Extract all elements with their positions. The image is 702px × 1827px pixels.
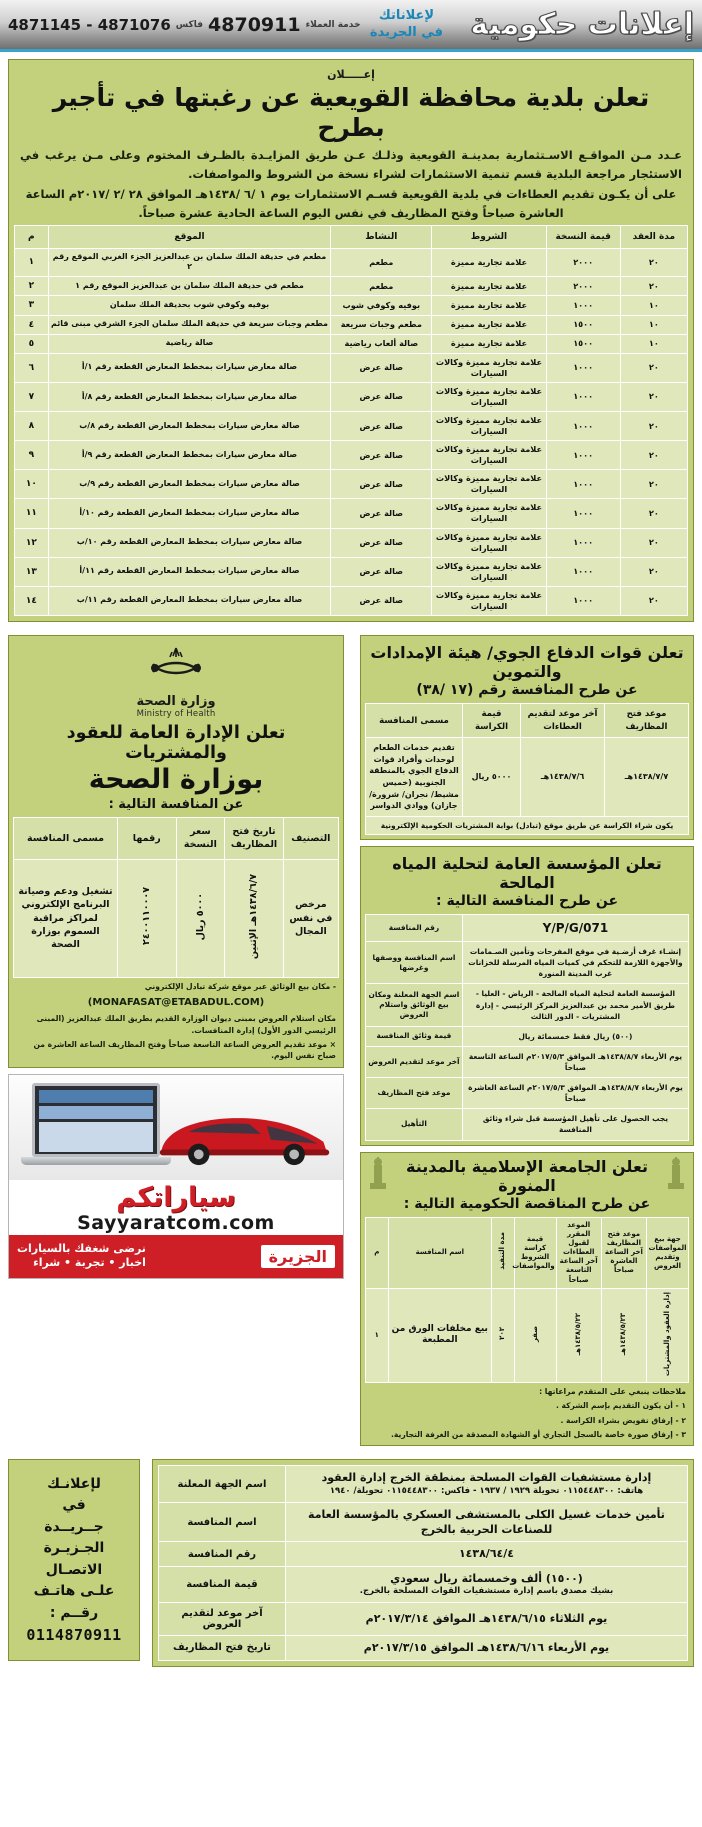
- moh-logo-arabic: وزارة الصحة: [136, 693, 216, 709]
- td-value: (٥٠٠) ريال فقط خمسمائة ريال: [462, 1026, 688, 1046]
- td-contract-duration: ٢٠: [620, 557, 687, 586]
- td-index: ١٣: [15, 557, 49, 586]
- municipality-sites-table: [14, 225, 688, 616]
- td-copy-price: ٢٠٠٠: [546, 248, 620, 277]
- th-envelope-open-date: موعد فتح المظاريف: [605, 704, 689, 738]
- th-booklet-price: قيمة الكراسة: [462, 704, 520, 738]
- td-activity: بوفيه وكوفي شوب: [331, 296, 432, 315]
- td-location: صالة معارض سيارات بمخطط المعارض القطعة رقم ٩/ب: [48, 470, 331, 499]
- th-booklet-value: قيمة كراسة الشروط والمواصفات: [514, 1217, 556, 1288]
- td-copy-price: ٢٠٠٠: [546, 277, 620, 296]
- contact-box-wrap: [0, 1452, 148, 1673]
- td-tender-name: تقديم خدمات الطعام لوحدات وأفراد قوات الدفاع الجوي بالمنطقة الجنوبية (خميس مشيط/ نجران/ شرورة/ جازان) ووادي الدواسر: [366, 738, 463, 817]
- td-activity: صالة عرض: [331, 586, 432, 615]
- th-key: موعد فتح المظاريف: [366, 1078, 463, 1109]
- banner-tagline-block: [17, 1242, 146, 1271]
- td-activity: مطعم: [331, 277, 432, 296]
- ad-municipality-quwaiiyah: [8, 59, 694, 622]
- table-row: [159, 1566, 688, 1602]
- td-location: مطعم في حديقة الملك سلمان بن عبدالعزيز الجزء الغربي الموقع رقم ٢: [48, 248, 331, 277]
- td-index: ٢: [15, 277, 49, 296]
- banner-tagline: نرضى شغفك بالسيارات: [17, 1242, 146, 1256]
- th-key: اسم المنافسة: [159, 1502, 286, 1542]
- table-row: [366, 738, 689, 817]
- table-row: [366, 1109, 689, 1140]
- td-index: ٣: [15, 296, 49, 315]
- table-row: [15, 586, 688, 615]
- table-row: [15, 499, 688, 528]
- masthead-fax-numbers: 4871145 - 4871076: [8, 15, 171, 34]
- table-row: [159, 1502, 688, 1542]
- th-envelope-open: موعد فتح المظاريف آخر الساعة العاشرة صباحاً: [601, 1217, 646, 1288]
- banner-brand-english: Sayyaratcom.com: [77, 1211, 275, 1234]
- td-location: صالة معارض سيارات بمخطط المعارض القطعة رقم ١٠/ب: [48, 528, 331, 557]
- table-row: [15, 277, 688, 296]
- banner-brand: [9, 1180, 343, 1235]
- th-activity: النشاط: [331, 225, 432, 248]
- td-index: ١٠: [15, 470, 49, 499]
- masthead-contact: [8, 14, 360, 36]
- td-contract-duration: ٢٠: [620, 528, 687, 557]
- td-copy-price: ١٥٠٠: [546, 334, 620, 353]
- th-key: آخر موعد لتقديم العروض: [366, 1046, 463, 1077]
- td-conditions: علامة تجارية مميزة وكالات السيارات: [432, 441, 546, 470]
- td-activity: صالة عرض: [331, 528, 432, 557]
- th-key: قيمة وثائق المنافسة: [366, 1026, 463, 1046]
- armed-forces-table: [158, 1465, 688, 1660]
- moh-line-1: تعلن الإدارة العامة للعقود والمشتريات: [66, 722, 286, 763]
- th-index: م: [366, 1217, 389, 1288]
- td-value: إدارة مستشفيات القوات المسلحة بمنطقة الخرج إدارة العقود هاتف: ٠١١٥٤٤٨٣٠٠ تحويلة ١٩٢٩ / ١٩٣٧ - فاكس: ٠١١٥٤٤٨٣٠٠ تحويلة/ ١٩٤٠: [285, 1466, 687, 1502]
- td-copy-price: ١٠٠٠: [546, 353, 620, 382]
- td-contract-duration: ٢٠: [620, 277, 687, 296]
- table-row: [14, 859, 339, 977]
- td-index: ٩: [15, 441, 49, 470]
- th-key: التأهيل: [366, 1109, 463, 1140]
- td-conditions: علامة تجارية مميزة: [432, 334, 546, 353]
- table-header-row: [366, 704, 689, 738]
- td-location: مطعم في حديقة الملك سلمان بن عبدالعزيز الموقع رقم ١: [48, 277, 331, 296]
- td-index: ٥: [15, 334, 49, 353]
- td-envelope-open-date: ١٤٣٨/٧/٧هـ: [605, 738, 689, 817]
- page-masthead: [0, 0, 702, 52]
- table-row: [159, 1542, 688, 1566]
- th-conditions: الشروط: [432, 225, 546, 248]
- banner-links: اخبار • تجربة • شراء: [33, 1256, 146, 1270]
- td-value: يجب الحصول على تأهيل المؤسسة قبل شراء وثائق المنافسة: [462, 1109, 688, 1140]
- td-location: بوفيه وكوفي شوب بحديقة الملك سلمان: [48, 296, 331, 315]
- table-row: [15, 248, 688, 277]
- table-row: [15, 412, 688, 441]
- moh-logo-english: Ministry of Health: [136, 708, 216, 719]
- minaret-icon-2: [365, 1157, 391, 1195]
- td-activity: صالة عرض: [331, 441, 432, 470]
- td-value-sub: بشيك مصدق باسم إدارة مستشفيات القوات المسلحة بالخرج.: [359, 1586, 614, 1597]
- td-copy-price: ١٠٠٠: [546, 382, 620, 411]
- table-row: [15, 441, 688, 470]
- municipality-paragraph-1: عـدد مـن المواقـع الاسـتثمارية بمدينـة القويعية وذلـك عـن طريق المزايـدة بالظـرف المختوم وعلى مـن يرغب في الاستئجار مراجعة البلدية قسم تنمية الاستثمارات لشراء نسخة من الشروط والمواصفات.: [20, 148, 682, 181]
- th-location: الموقع: [48, 225, 331, 248]
- td-conditions: علامة تجارية مميزة وكالات السيارات: [432, 382, 546, 411]
- contact-line-5: علـى هاتـف: [33, 1583, 115, 1600]
- islamic-university-notes: [365, 1386, 689, 1441]
- td-contract-duration: ٢٠: [620, 248, 687, 277]
- th-tender-name: مسمى المنافسة: [14, 817, 118, 859]
- air-defense-subtitle: عن طرح المنافسة رقم (١٧ /٣٨): [416, 682, 638, 699]
- th-duration: مدة التنفيذ: [491, 1217, 514, 1288]
- td-value: ١٤٣٨/٦٤/٤: [285, 1542, 687, 1566]
- masthead-service-number: 4870911: [208, 13, 301, 36]
- td-index: ١٢: [15, 528, 49, 557]
- td-index: ٦: [15, 353, 49, 382]
- two-column-region: [0, 629, 702, 1452]
- left-column: [352, 629, 702, 1452]
- th-tender-name: مسمى المنافسة: [366, 704, 463, 738]
- moh-line-3: عن المنافسة التالية :: [108, 796, 244, 812]
- masthead-promo-line2: في الجريدة: [369, 24, 443, 40]
- td-activity: صالة عرض: [331, 470, 432, 499]
- saline-water-subtitle: عن طرح المنافسة التالية :: [435, 893, 619, 910]
- islamic-university-note-0: ملاحظات ينبغي على المتقدم مراعاتها :: [539, 1386, 686, 1396]
- th-key: اسم الجهة المعلنة: [159, 1466, 286, 1502]
- td-location: صالة معارض سيارات بمخطط المعارض القطعة رقم ١/أ: [48, 353, 331, 382]
- td-activity: صالة ألعاب رياضية: [331, 334, 432, 353]
- td-index: ١: [15, 248, 49, 277]
- td-contract-duration: ٢٠: [620, 382, 687, 411]
- td-value: يوم الأربعاء ١٤٣٨/٨/٧هـ الموافق ٢٠١٧/٥/٣م الساعة العاشرة صباحاً: [462, 1078, 688, 1109]
- minaret-icon: [663, 1157, 689, 1195]
- td-copy-price: ٥٠٠٠ ريال: [176, 859, 225, 977]
- td-value: (١٥٠٠) ألف وخمسمائة ريال سعودي بشيك مصدق باسم إدارة مستشفيات القوات المسلحة بالخرج.: [285, 1566, 687, 1602]
- th-index: م: [15, 225, 49, 248]
- td-envelope-open: ١٤٣٨/٥/٢٣هـ: [601, 1288, 646, 1382]
- th-contract-duration: مدة العقد: [620, 225, 687, 248]
- contact-line-3: الجـزيـرة: [43, 1540, 105, 1557]
- islamic-university-title: تعلن الجامعة الإسلامية بالمدينة المنورة: [405, 1156, 648, 1195]
- banner-footer: [9, 1235, 343, 1278]
- table-row: [159, 1466, 688, 1502]
- td-contract-duration: ٢٠: [620, 353, 687, 382]
- td-copy-price: ١٠٠٠: [546, 586, 620, 615]
- air-defense-table: [365, 703, 689, 816]
- th-copy-price: قيمة النسخة: [546, 225, 620, 248]
- td-specs-sale-entity: إدارة العقود والمشتريات: [647, 1288, 689, 1382]
- masthead-fax-label: فاكس: [175, 19, 204, 30]
- ad-islamic-university: [360, 1152, 694, 1447]
- th-copy-price: سعر النسخة: [176, 817, 225, 859]
- table-row: [15, 296, 688, 315]
- contact-box: [8, 1459, 140, 1661]
- td-activity: صالة عرض: [331, 499, 432, 528]
- td-envelope-open-date: ١٤٣٨/٦/٧هـ الإثنين: [225, 859, 284, 977]
- td-index: ٤: [15, 315, 49, 334]
- table-header-row: [14, 817, 339, 859]
- td-location: صالة رياضية: [48, 334, 331, 353]
- td-bid-accept: ١٤٣٨/٥/٢٢هـ: [556, 1288, 601, 1382]
- td-value-sub: هاتف: ٠١١٥٤٤٨٣٠٠ تحويلة ١٩٢٩ / ١٩٣٧ - فاكس: ٠١١٥٤٤٨٣٠٠ تحويلة/ ١٩٤٠: [329, 1485, 644, 1496]
- td-tender-number: ٢٤٠٠١١٠٠٠٧: [118, 859, 177, 977]
- th-key: قيمة المنافسة: [159, 1566, 286, 1602]
- td-copy-price: ١٠٠٠: [546, 441, 620, 470]
- air-defense-footer-note: يكون شراء الكراسة عن طريق موقع (تبادل) بوابة المشتريات الحكومية الإلكترونية: [365, 817, 689, 835]
- th-key: اسم المنافسة ووصفها وغرضها: [366, 942, 463, 984]
- ad-armed-forces-hospitals-wrap: [148, 1452, 702, 1673]
- table-row: [159, 1636, 688, 1660]
- table-row: [15, 470, 688, 499]
- moh-tender-table: [13, 817, 339, 978]
- td-contract-duration: ٢٠: [620, 499, 687, 528]
- th-tender-number: رقمها: [118, 817, 177, 859]
- td-contract-duration: ٢٠: [620, 412, 687, 441]
- ad-armed-forces-hospitals: [152, 1459, 694, 1666]
- td-index: ١٤: [15, 586, 49, 615]
- td-conditions: علامة تجارية مميزة: [432, 296, 546, 315]
- table-row: [15, 315, 688, 334]
- palm-swords-icon: [139, 646, 213, 692]
- table-row: [366, 984, 689, 1026]
- islamic-university-note-3: ٣ - إرفاق صورة خاصة بالسجل التجاري أو الشهادة المصدقة من الغرفة التجارية.: [391, 1429, 686, 1439]
- ad-ministry-of-health: [8, 635, 344, 1068]
- td-activity: مطعم: [331, 248, 432, 277]
- td-value: إنشـاء غرف أرضـية في موقع المفرحات وتأمين الصـمامات والأجهزة اللازمة للتحكم في كميات المياه المرسلة للخزانات غرب المدينة المنورة: [462, 942, 688, 984]
- right-column: [0, 629, 352, 1285]
- masthead-promo-line1: لإعلاناتك: [378, 8, 435, 24]
- td-copy-price: ١٠٠٠: [546, 557, 620, 586]
- td-activity: مطعم وجبات سريعة: [331, 315, 432, 334]
- td-index: ٨: [15, 412, 49, 441]
- td-conditions: علامة تجارية مميزة: [432, 248, 546, 277]
- moh-line-2: بوزارة الصحة: [88, 763, 264, 795]
- contact-line-2: جــريــدة: [44, 1518, 104, 1535]
- td-activity: صالة عرض: [331, 353, 432, 382]
- td-index: ١١: [15, 499, 49, 528]
- td-conditions: علامة تجارية مميزة وكالات السيارات: [432, 528, 546, 557]
- municipality-kicker: إعـــــلان: [327, 68, 375, 81]
- ad-saline-water: [360, 846, 694, 1146]
- th-classification: التصنيف: [283, 817, 338, 859]
- table-row: [15, 353, 688, 382]
- td-conditions: علامة تجارية مميزة وكالات السيارات: [432, 353, 546, 382]
- moh-notes: [13, 981, 339, 1062]
- red-car-illustration: [152, 1093, 337, 1169]
- th-key: آخر موعد لتقديم العروض: [159, 1603, 286, 1636]
- td-value: يوم الثلاثاء ١٤٣٨/٦/١٥هـ الموافق ٢٠١٧/٣/١٤م: [285, 1603, 687, 1636]
- td-contract-duration: ٢٠: [620, 441, 687, 470]
- th-bid-deadline: آخر موعد لتقديم العطاءات: [521, 704, 605, 738]
- moh-note-3: × موعد تقديم العروض الساعة التاسعة صباحاً وفتح المظاريف الساعة العاشرة من صباح نفس اليوم.: [33, 1040, 336, 1061]
- municipality-paragraph-2: على أن يكـون تقديم العطاءات في بلدية القويعية قسـم الاستثمارات يوم ١ /٦ /١٤٣٨هـ الموافق ٢٨ /٢ /٢٠١٧م الساعة العاشرة صباحاً وفتح المظاريف في نفس اليوم الساعة الحادية عشرة صباحاً.: [25, 187, 677, 220]
- td-booklet-price: ٥٠٠٠ ريال: [462, 738, 520, 817]
- table-row: [15, 334, 688, 353]
- islamic-university-subtitle: عن طرح المناقصة الحكومية التالية :: [403, 1195, 651, 1212]
- th-specs-sale-entity: جهة بيع المواصفات وتقديم العروض: [647, 1217, 689, 1288]
- table-row: [159, 1603, 688, 1636]
- td-value: تأمين خدمات غسيل الكلى بالمستشفى العسكري بالمؤسسة العامة للصناعات الحربية بالخرج: [285, 1502, 687, 1542]
- th-tender-name: اسم المنافسة: [388, 1217, 491, 1288]
- th-key: تاريخ فتح المظاريف: [159, 1636, 286, 1660]
- td-copy-price: ١٠٠٠: [546, 412, 620, 441]
- td-bid-deadline: ١٤٣٨/٧/٦هـ: [521, 738, 605, 817]
- td-conditions: علامة تجارية مميزة وكالات السيارات: [432, 557, 546, 586]
- contact-line-6: رقــم :: [49, 1604, 99, 1621]
- td-activity: صالة عرض: [331, 382, 432, 411]
- td-contract-duration: ٢٠: [620, 586, 687, 615]
- td-classification: مرخص في نفس المجال: [283, 859, 338, 977]
- table-row: [366, 1026, 689, 1046]
- al-jazirah-logo: الجزيرة: [261, 1245, 335, 1268]
- th-bid-accept: الموعد المقرر لقبول العطاءات آخر الساعة التاسعة صباحاً: [556, 1217, 601, 1288]
- td-duration: ٢٠٢: [491, 1288, 514, 1382]
- td-copy-price: ١٠٠٠: [546, 499, 620, 528]
- table-header-row: [366, 1217, 689, 1288]
- td-location: صالة معارض سيارات بمخطط المعارض القطعة رقم ١١/أ: [48, 557, 331, 586]
- td-contract-duration: ٢٠: [620, 470, 687, 499]
- td-contract-duration: ١٠: [620, 296, 687, 315]
- td-conditions: علامة تجارية مميزة وكالات السيارات: [432, 412, 546, 441]
- th-key: اسم الجهة المعلنة ومكان بيع الوثائق واستلام العروض: [366, 984, 463, 1026]
- td-value: Y/P/G/071: [462, 915, 688, 942]
- td-activity: صالة عرض: [331, 557, 432, 586]
- islamic-university-table: [365, 1217, 689, 1383]
- td-contract-duration: ١٠: [620, 315, 687, 334]
- td-value: يوم الأربعاء ١٤٣٨/٨/٧هـ الموافق ٢٠١٧/٥/٣م الساعة التاسعة صباحاً: [462, 1046, 688, 1077]
- td-tender-name: تشغيل ودعم وصيانة البرنامج الإلكتروني لمراكز مراقبة السموم بوزارة الصحة: [14, 859, 118, 977]
- td-location: صالة معارض سيارات بمخطط المعارض القطعة رقم ١٠/أ: [48, 499, 331, 528]
- bottom-region: [0, 1452, 702, 1673]
- banner-artwork: [9, 1075, 343, 1180]
- td-conditions: علامة تجارية مميزة: [432, 315, 546, 334]
- contact-line-4: الاتصـال: [45, 1561, 103, 1578]
- td-tender-name: بيع مخلفات الورق من المطبعة: [388, 1288, 491, 1382]
- moh-logo: [13, 646, 339, 719]
- masthead-service-label: خدمة العملاء: [305, 19, 361, 30]
- td-location: صالة معارض سيارات بمخطط المعارض القطعة رقم ٩/أ: [48, 441, 331, 470]
- ad-banner-sayyaratcom[interactable]: [8, 1074, 344, 1279]
- td-conditions: علامة تجارية مميزة وكالات السيارات: [432, 586, 546, 615]
- td-location: صالة معارض سيارات بمخطط المعارض القطعة رقم ٨/ب: [48, 412, 331, 441]
- td-copy-price: ١٠٠٠: [546, 296, 620, 315]
- td-location: مطعم وجبات سريعة في حديقة الملك سلمان الجزء الشرقي مبنى قائم: [48, 315, 331, 334]
- th-key: رقم المنافسة: [366, 915, 463, 942]
- moh-note-0: - مكان بيع الوثائق عبر موقع شركة تبادل الإلكتروني: [144, 981, 336, 991]
- saline-water-table: [365, 914, 689, 1140]
- moh-note-2: مكان استلام العروض بمبنى ديوان الوزارة القديم بطريق الملك عبدالعزيز (المبنى الرئيسي الدور الأول) إدارة المنافسات.: [36, 1014, 336, 1035]
- table-row: [366, 915, 689, 942]
- saline-water-title: تعلن المؤسسة العامة لتحلية المياه المالحة: [392, 853, 662, 892]
- td-location: صالة معارض سيارات بمخطط المعارض القطعة رقم ١١/ب: [48, 586, 331, 615]
- td-copy-price: ١٠٠٠: [546, 528, 620, 557]
- td-conditions: علامة تجارية مميزة: [432, 277, 546, 296]
- contact-phone-number: 0114870911: [26, 1626, 122, 1645]
- table-row: [15, 557, 688, 586]
- ad-air-defense: [360, 635, 694, 840]
- contact-line-0: لإعلانـك: [47, 1475, 101, 1492]
- islamic-university-note-2: ٢ - إرفاق تفويض بشراء الكراسة .: [560, 1415, 686, 1425]
- laptop-icon: [21, 1083, 171, 1175]
- td-copy-price: ١٠٠٠: [546, 470, 620, 499]
- air-defense-title: تعلن قوات الدفاع الجوي/ هيئة الإمدادات والتموين: [370, 642, 684, 682]
- municipality-title: تعلن بلدية محافظة القويعية عن رغبتها في تأجير بطرح: [52, 83, 650, 142]
- th-key: رقم المنافسة: [159, 1542, 286, 1566]
- table-row: [366, 1078, 689, 1109]
- td-value: يوم الأربعاء ١٤٣٨/٦/١٦هـ الموافق ٢٠١٧/٣/١٥م: [285, 1636, 687, 1660]
- banner-brand-arabic: سياراتكم: [116, 1181, 236, 1213]
- td-copy-price: ١٥٠٠: [546, 315, 620, 334]
- table-header-row: [15, 225, 688, 248]
- masthead-title: إعلانات حكومية: [470, 7, 694, 42]
- contact-line-1: في: [62, 1497, 86, 1514]
- td-index: ٧: [15, 382, 49, 411]
- td-booklet-value: صفر: [514, 1288, 556, 1382]
- td-location: صالة معارض سيارات بمخطط المعارض القطعة رقم ٨/أ: [48, 382, 331, 411]
- td-contract-duration: ١٠: [620, 334, 687, 353]
- table-row: [366, 1288, 689, 1382]
- table-row: [366, 942, 689, 984]
- th-envelope-open-date: تاريخ فتح المظاريف: [225, 817, 284, 859]
- table-row: [366, 1046, 689, 1077]
- islamic-university-note-1: ١ - أن يكون التقديم بإسم الشركة .: [555, 1401, 686, 1411]
- td-conditions: علامة تجارية مميزة وكالات السيارات: [432, 470, 546, 499]
- table-row: [15, 382, 688, 411]
- table-row: [15, 528, 688, 557]
- td-activity: صالة عرض: [331, 412, 432, 441]
- moh-note-1: (MONAFASAT@ETABADUL.COM): [87, 997, 265, 1009]
- td-value: المؤسسة العامة لتحلية المياه المالحة - الرياض - العليا - طريق الأمير محمد بن عبدالعزيز المركز الرئيسي - إدارة المشتريات - الدور الثالث: [462, 984, 688, 1026]
- td-conditions: علامة تجارية مميزة وكالات السيارات: [432, 499, 546, 528]
- masthead-promo: [370, 8, 443, 41]
- td-index: ١: [366, 1288, 389, 1382]
